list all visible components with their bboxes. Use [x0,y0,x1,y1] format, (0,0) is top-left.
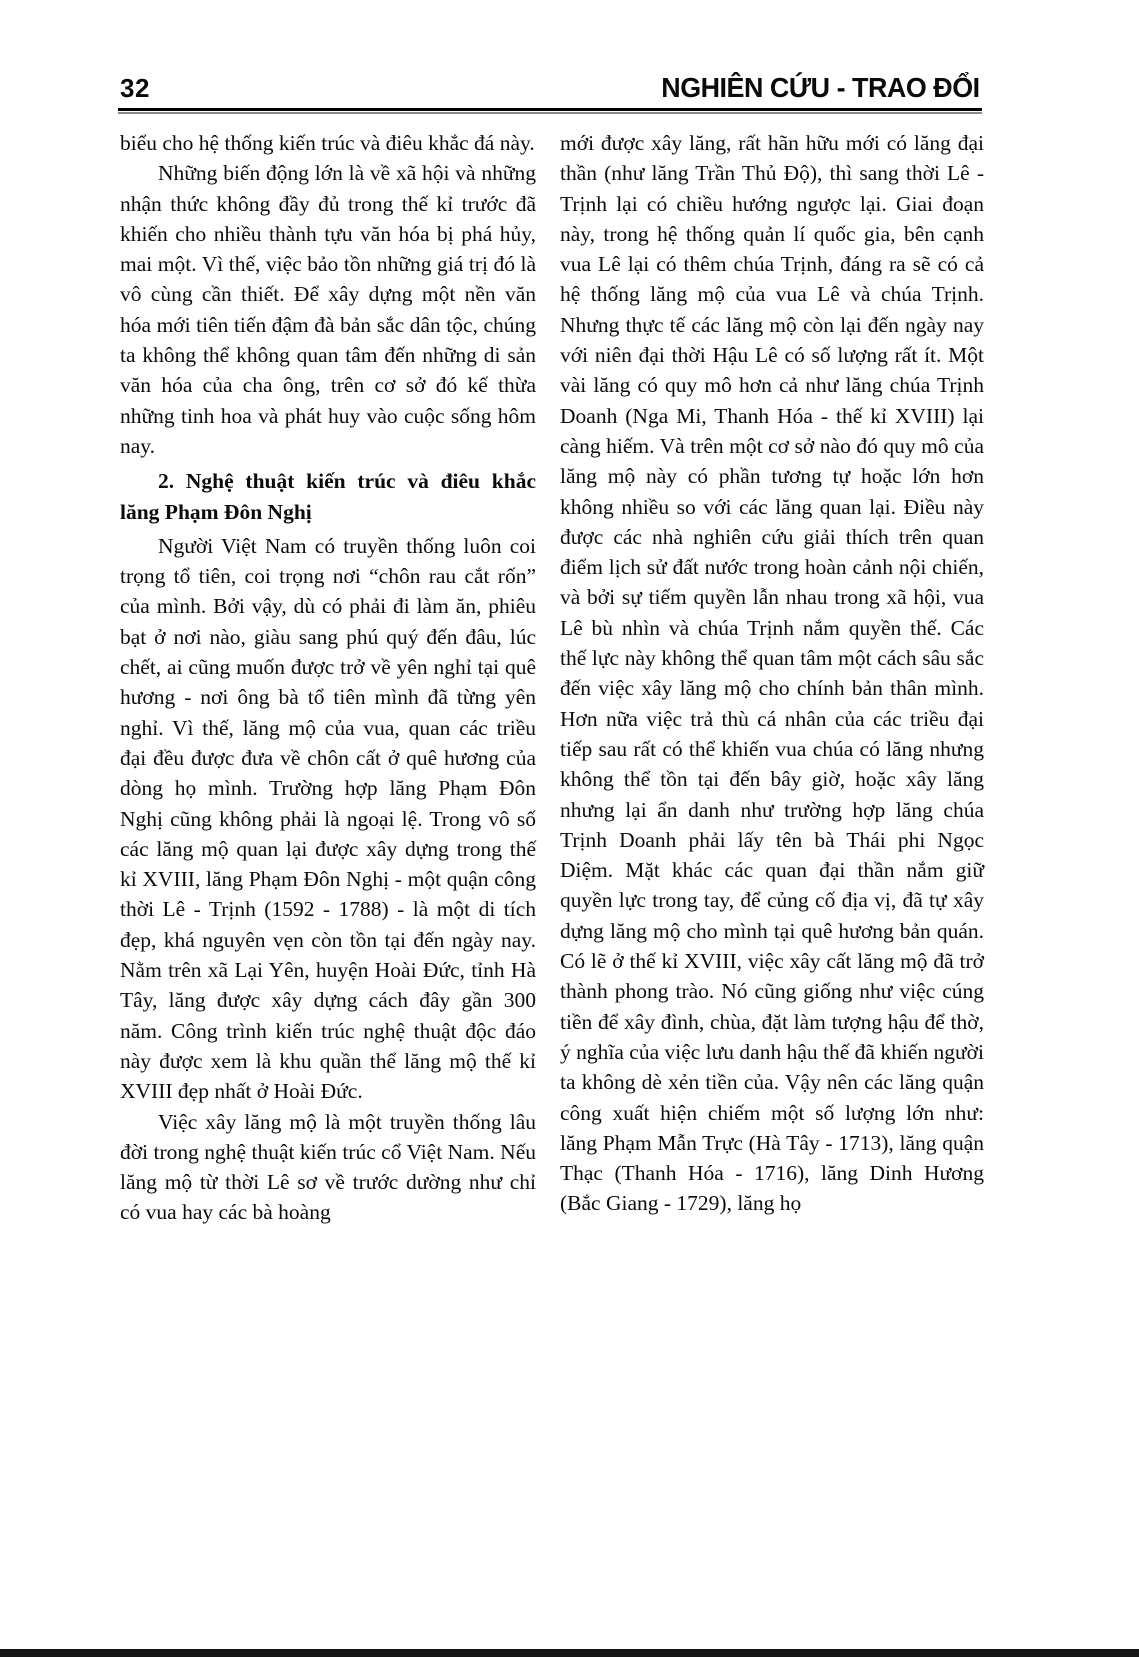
page-number: 32 [120,73,150,103]
section-heading-2: 2. Nghệ thuật kiến trúc và điêu khắc lăng Phạm Đôn Nghị [120,469,536,524]
paragraph-tradition: Người Việt Nam có truyền thống luôn coi trọng tổ tiên, coi trọng nơi “chôn rau cắt rốn” của mình. Bởi vậy, dù có phải đi làm ăn, phiêu bạt ở nơi nào, giàu sang phú quý đến đâu, lúc chết, ai cũng muốn được trở về yên nghỉ tại quê hương - nơi ông bà tổ tiên mình đã từng yên nghỉ. Vì thế, lăng mộ của vua, quan các triều đại đều được đưa về chôn cất ở quê hương của dòng họ mình. Trường hợp lăng Phạm Đôn Nghị cũng không phải là ngoại lệ. Trong vô số các lăng mộ quan lại được xây dựng trong thế kỉ XVIII, lăng Phạm Đôn Nghị - một quận công thời Lê - Trịnh (1592 - 1788) - là một di tích đẹp, khá nguyên vẹn còn tồn tại đến ngày nay. Nằm trên xã Lại Yên, huyện Hoài Đức, tỉnh Hà Tây, lăng được xây dựng cách đây gần 300 năm. Công trình kiến trúc nghệ thuật độc đáo này được xem là khu quần thể lăng mộ thế kỉ XVIII đẹp nhất ở Hoài Đức. [120,533,536,1104]
paragraph-cultural-changes: Những biến động lớn là về xã hội và những nhận thức không đầy đủ trong thế kỉ trước đã khiến cho nhiều thành tựu văn hóa bị phá hủy, mai một. Vì thế, việc bảo tồn những giá trị đó là vô cùng cần thiết. Để xây dựng một nền văn hóa mới tiên tiến đậm đà bản sắc dân tộc, chúng ta không thể không quan tâm đến những di sản văn hóa của cha ông, trên cơ sở đó kế thừa những tinh hoa và phát huy vào cuộc sống hôm nay. [120,161,536,458]
paragraph-tomb-building-start: Việc xây lăng mộ là một truyền thống lâu đời trong nghệ thuật kiến trúc cổ Việt Nam. Nếu lăng mộ từ thời Lê sơ về trước dường như chỉ có vua hay các bà hoàng [120,1109,536,1225]
journal-section-title: NGHIÊN CỨU - TRAO ĐỔI [661,72,980,103]
running-head [120,70,980,104]
bottom-scan-artifact [0,1649,1139,1657]
paragraph-continuation: biểu cho hệ thống kiến trúc và điêu khắc đá này. [120,131,535,155]
header-rule [118,108,982,114]
article-body [120,128,984,1228]
right-column [560,128,984,1228]
paragraph-tomb-building-end: mới được xây lăng, rất hãn hữu mới có lăng đại thần (như lăng Trần Thủ Độ), thì sang thời Lê - Trịnh lại có chiều hướng ngược lại. Giai đoạn này, trong hệ thống quản lí quốc gia, bên cạnh vua Lê lại có thêm chúa Trịnh, đáng ra sẽ có cả hệ thống lăng mộ của vua Lê và chúa Trịnh. Nhưng thực tế các lăng mộ còn lại đến ngày nay với niên đại thời Hậu Lê có số lượng rất ít. Một vài lăng có quy mô hơn cả như lăng chúa Trịnh Doanh (Nga Mi, Thanh Hóa - thế kỉ XVIII) lại càng hiếm. Và trên một cơ sở nào đó quy mô của lăng mộ này có phần tương tự hoặc lớn hơn không nhiều so với các lăng quan lại. Điều này được các nhà nghiên cứu giải thích trên quan điểm lịch sử đất nước trong hoàn cảnh nội chiến, và bởi sự tiếm quyền lẫn nhau trong xã hội, vua Lê bù nhìn và chúa Trịnh nắm quyền thế. Các thế lực này không thể quan tâm một cách sâu sắc đến việc xây lăng mộ cho chính bản thân mình. Hơn nữa việc trả thù cá nhân của các triều đại tiếp sau rất có thể khiến vua chúa có lăng nhưng không thể tồn tại đến bây giờ, hoặc xây lăng nhưng lại ẩn danh như trường hợp lăng chúa Trịnh Doanh phải lấy tên bà Thái phi Ngọc Diệm. Mặt khác các quan đại thần nắm giữ quyền lực trong tay, để củng cố địa vị, đã tự xây dựng lăng mộ cho mình tại quê hương bản quán. Có lẽ ở thế kỉ XVIII, việc xây cất lăng mộ đã trở thành phong trào. Nó cũng giống như việc cúng tiền để xây đình, chùa, đặt làm tượng hậu để thờ, ý nghĩa của việc lưu danh hậu thế đã khiến người ta không dè xẻn tiền của. Vậy nên các lăng quận công xuất hiện chiếm một số lượng lớn như: lăng Phạm Mẫn Trực (Hà Tây - 1713), lăng quận Thạc (Thanh Hóa - 1716), lăng Dinh Hương (Bắc Giang - 1729), lăng họ [560,131,984,1216]
left-column [120,128,536,1228]
